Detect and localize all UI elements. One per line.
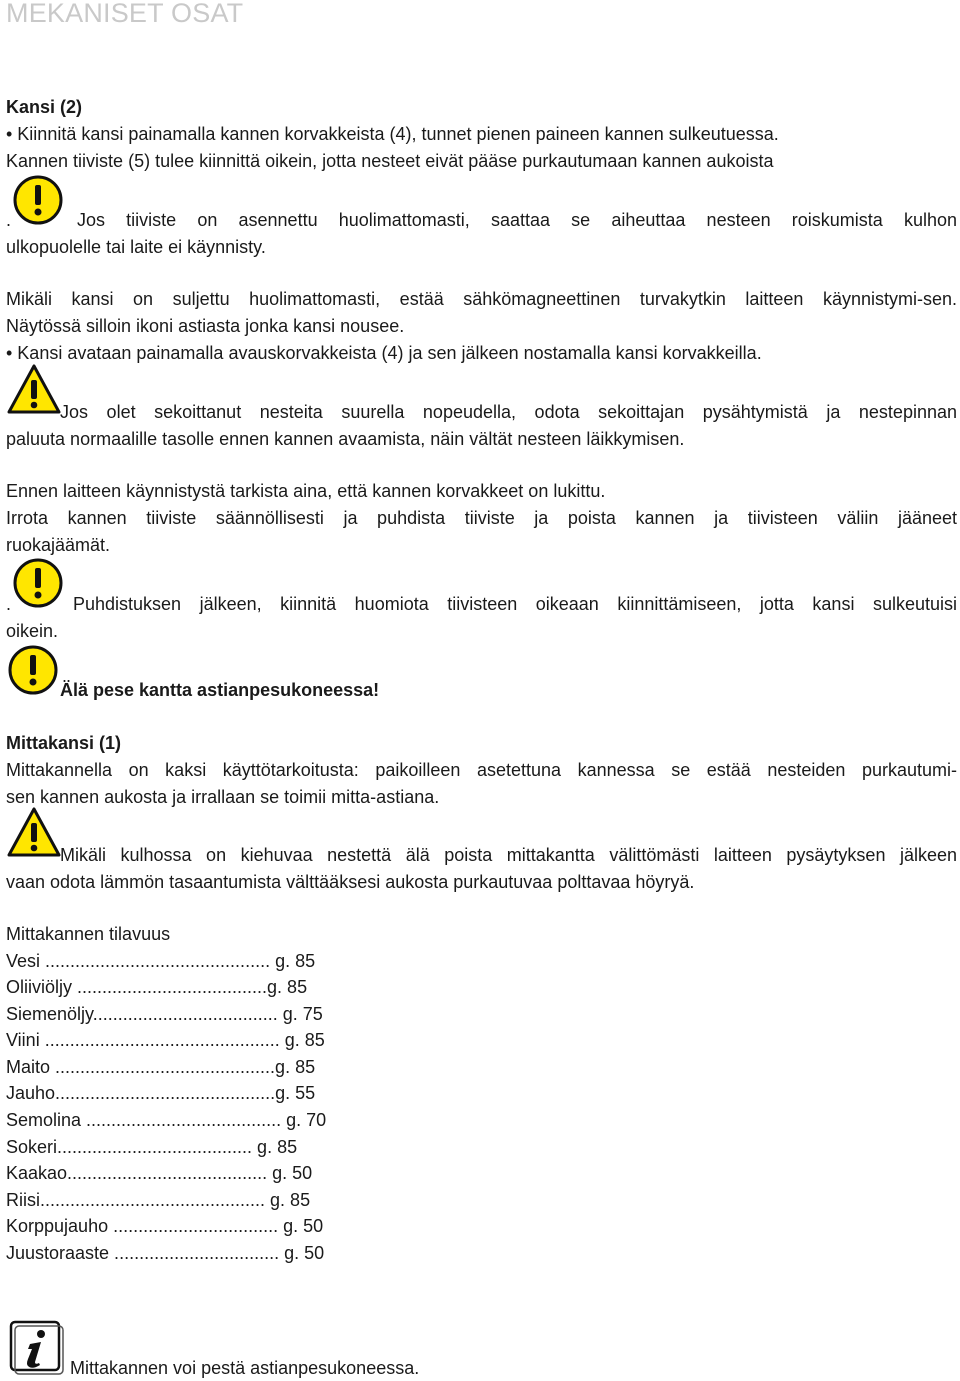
section-title-mittakansi: Mittakansi (1) [6, 733, 122, 753]
capacity-item: Jauho............................................g. 55 [6, 1083, 316, 1103]
paragraph-lid-seal: Kannen tiiviste (5) tulee kiinnittä oikein, jotta nesteet eivät pääse purkautumaan kannen aukoista [6, 151, 774, 171]
capacity-item: Semolina ....................................... g. 70 [6, 1110, 327, 1130]
capacity-item: Siemenöljy..................................... g. 75 [6, 1004, 323, 1024]
info-text: Mittakannen voi pestä astianpesukoneessa. [70, 1358, 420, 1378]
warning-dot: . [6, 594, 12, 614]
paragraph-open-lid: • Kansi avataan painamalla avauskorvakkeista (4) ja sen jälkeen nostamalla kansi korvakkeilla. [6, 343, 762, 363]
warning-no-dishwasher: Älä pese kantta astianpesukoneessa! [60, 680, 380, 700]
warning-boiling-line2: vaan odota lämmön tasaantumista välttääksesi aukosta purkautuvaa polttavaa höyryä. [6, 872, 695, 892]
paragraph-clean-seal-line1: Irrota kannen tiiviste säännöllisesti ja puhdista tiiviste ja poista kannen ja tiivisteen väliin jääneet [6, 508, 957, 528]
capacity-title: Mittakannen tilavuus [6, 924, 171, 944]
warning-seal-line2: ulkopuolelle tai laite ei käynnisty. [6, 237, 266, 257]
warning-circle-icon [12, 175, 64, 225]
capacity-item: Korppujauho ................................. g. 50 [6, 1216, 324, 1236]
capacity-item: Viini ............................................... g. 85 [6, 1030, 325, 1050]
warning-speed-line1: Jos olet sekoittanut nesteita suurella nopeudella, odota sekoittajan pysähtymistä ja nestepinnan [60, 402, 957, 422]
warning-triangle-icon [6, 363, 62, 415]
capacity-item: Juustoraaste ................................. g. 50 [6, 1243, 325, 1263]
section-title-kansi: Kansi (2) [6, 97, 83, 117]
warning-dot: . [6, 210, 12, 230]
paragraph-check-locks: Ennen laitteen käynnistystä tarkista aina, että kannen korvakkeet on lukittu. [6, 481, 606, 501]
paragraph-safety-switch: Mikäli kansi on suljettu huolimattomasti, estää sähkömagneettinen turvakytkin laitteen käynnistymi-sen. [6, 289, 957, 309]
warning-boiling-line1: Mikäli kulhossa on kiehuvaa nestettä älä poista mittakantta välittömästi laitteen pysäytyksen jälkeen [60, 845, 957, 865]
paragraph-clean-seal-line2: ruokajäämät. [6, 535, 111, 555]
info-icon [8, 1319, 64, 1375]
capacity-item: Riisi............................................. g. 85 [6, 1190, 311, 1210]
paragraph-attach-lid: • Kiinnitä kansi painamalla kannen korvakkeista (4), tunnet pienen paineen kannen sulkeutuessa. [6, 124, 779, 144]
capacity-item: Kaakao........................................ g. 50 [6, 1163, 313, 1183]
page-header: MEKANISET OSAT [6, 0, 244, 28]
paragraph-measuring-cap-line1: Mittakannella on kaksi käyttötarkoitusta: paikoilleen asetettuna kannessa se estää nesteiden purkautumi- [6, 760, 957, 780]
capacity-item: Oliiviöljy ......................................g. 85 [6, 977, 308, 997]
warning-speed-line2: paluuta normaalille tasolle ennen kannen avaamista, näin vältät nesteen läikkymisen. [6, 429, 685, 449]
capacity-item: Maito ............................................g. 85 [6, 1057, 316, 1077]
paragraph-measuring-cap-line2: sen kannen aukosta ja irrallaan se toimii mitta-astiana. [6, 787, 440, 807]
warning-triangle-icon [6, 806, 62, 858]
warning-circle-icon [7, 645, 59, 695]
capacity-item: Vesi ............................................. g. 85 [6, 951, 316, 971]
warning-cleaning-line1: Puhdistuksen jälkeen, kiinnitä huomiota tiivisteen oikeaan kiinnittämiseen, jotta kansi sulkeutuisi [73, 594, 957, 614]
warning-circle-icon [12, 558, 64, 608]
capacity-item: Sokeri....................................... g. 85 [6, 1137, 298, 1157]
paragraph-display-icon: Näytössä silloin ikoni astiasta jonka kansi nousee. [6, 316, 405, 336]
warning-seal-line1: Jos tiiviste on asennettu huolimattomasti, saattaa se aiheuttaa nesteen roiskumista kulhon [77, 210, 957, 230]
warning-cleaning-line2: oikein. [6, 621, 59, 641]
